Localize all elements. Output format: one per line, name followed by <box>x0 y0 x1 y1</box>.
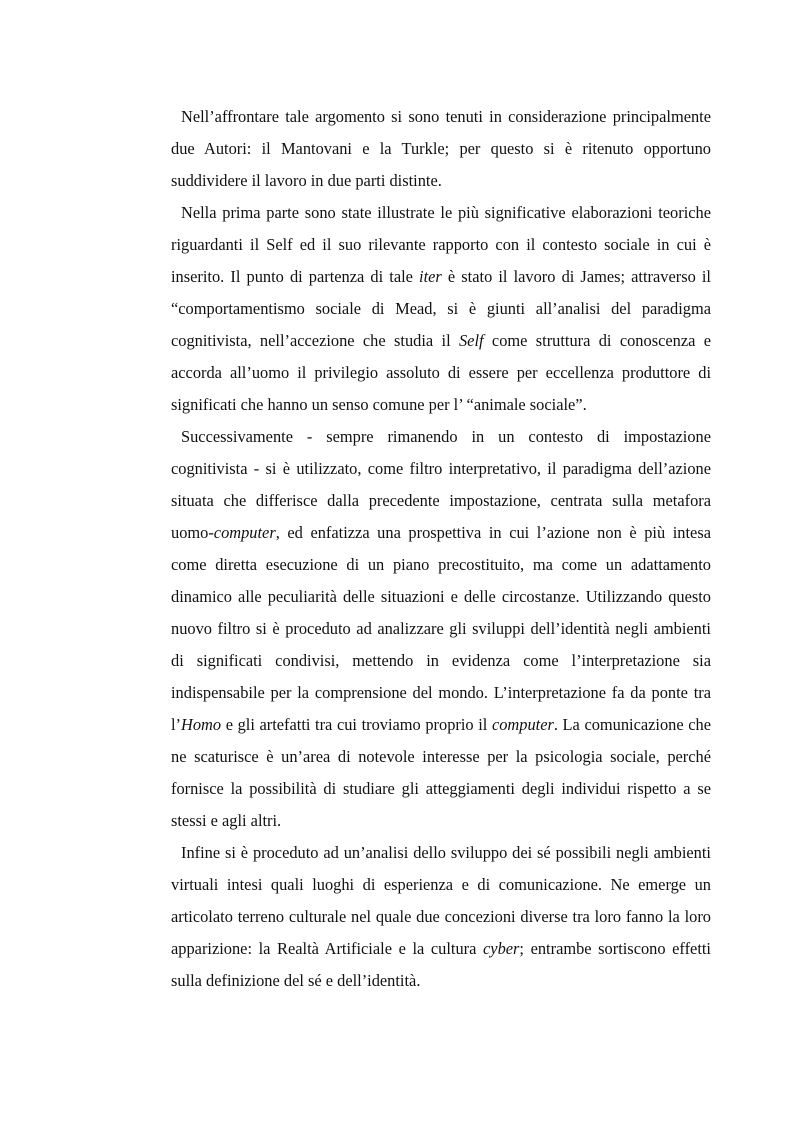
italic-term: cyber <box>483 939 520 958</box>
text-run: Nella prima parte sono state illustrate le più significative elaborazioni teoriche riguardanti il Self ed il suo rilevante rapporto con il contesto sociale in cui è inserito. Il punto di partenza di tale <box>171 203 711 286</box>
text-run: , ed enfatizza una prospettiva in cui l’azione non è più intesa come diretta esecuzione di un piano precostituito, ma come un adattamento dinamico alle peculiarità delle situazioni e delle circostanze. Utilizzando questo nuovo filtro si è proceduto ad analizzare gli sviluppi dell’identità negli ambienti di significati condivisi, mettendo in evidenza come l’interpretazione sia indispensabile per la comprensione del mondo. L’interpretazione fa da ponte tra l’ <box>171 523 711 734</box>
text-run: Successivamente - sempre rimanendo in un contesto di impostazione cognitivista - si è utilizzato, come filtro interpretativo, il paradigma dell’azione situata che differisce dalla precedente impostazione, centrata sulla metafora uomo- <box>171 427 711 542</box>
text-run: e gli artefatti tra cui troviamo proprio il <box>221 715 492 734</box>
italic-term: computer <box>491 715 554 734</box>
text-run: come struttura di conoscenza e accorda all’uomo il privilegio assoluto di essere per eccellenza produttore di significati che hanno un senso comune per l’ “animale sociale”. <box>171 331 711 414</box>
text-run: Infine si è proceduto ad un’analisi dello sviluppo dei sé possibili negli ambienti virtuali intesi quali luoghi di esperienza e di comunicazione. Ne emerge un articolato terreno culturale nel quale due concezioni diverse tra loro fanno la loro apparizione: la Realtà Artificiale e la cultura <box>171 843 711 958</box>
paragraph-1 <box>171 101 711 197</box>
paragraph-2 <box>171 197 711 421</box>
document-body <box>171 101 711 997</box>
italic-term: Self <box>458 331 484 350</box>
paragraph-4 <box>171 837 711 997</box>
paragraph-3 <box>171 421 711 837</box>
text-run: è stato il lavoro di James; attraverso il “comportamentismo sociale di Mead, si è giunti all’analisi del paradigma cognitivista, nell’accezione che studia il <box>171 267 711 350</box>
text-run: . La comunicazione che ne scaturisce è un’area di notevole interesse per la psicologia sociale, perché fornisce la possibilità di studiare gli atteggiamenti degli individui rispetto a se stessi e agli altri. <box>171 715 711 830</box>
italic-term: iter <box>419 267 442 286</box>
text-run: Nell’affrontare tale argomento si sono tenuti in considerazione principalmente due Autori: il Mantovani e la Turkle; per questo si è ritenuto opportuno suddividere il lavoro in due parti distinte. <box>171 107 711 190</box>
italic-term: computer <box>213 523 276 542</box>
text-run: ; entrambe sortiscono effetti sulla definizione del sé e dell’identità. <box>171 939 711 990</box>
italic-term: Homo <box>181 715 222 734</box>
